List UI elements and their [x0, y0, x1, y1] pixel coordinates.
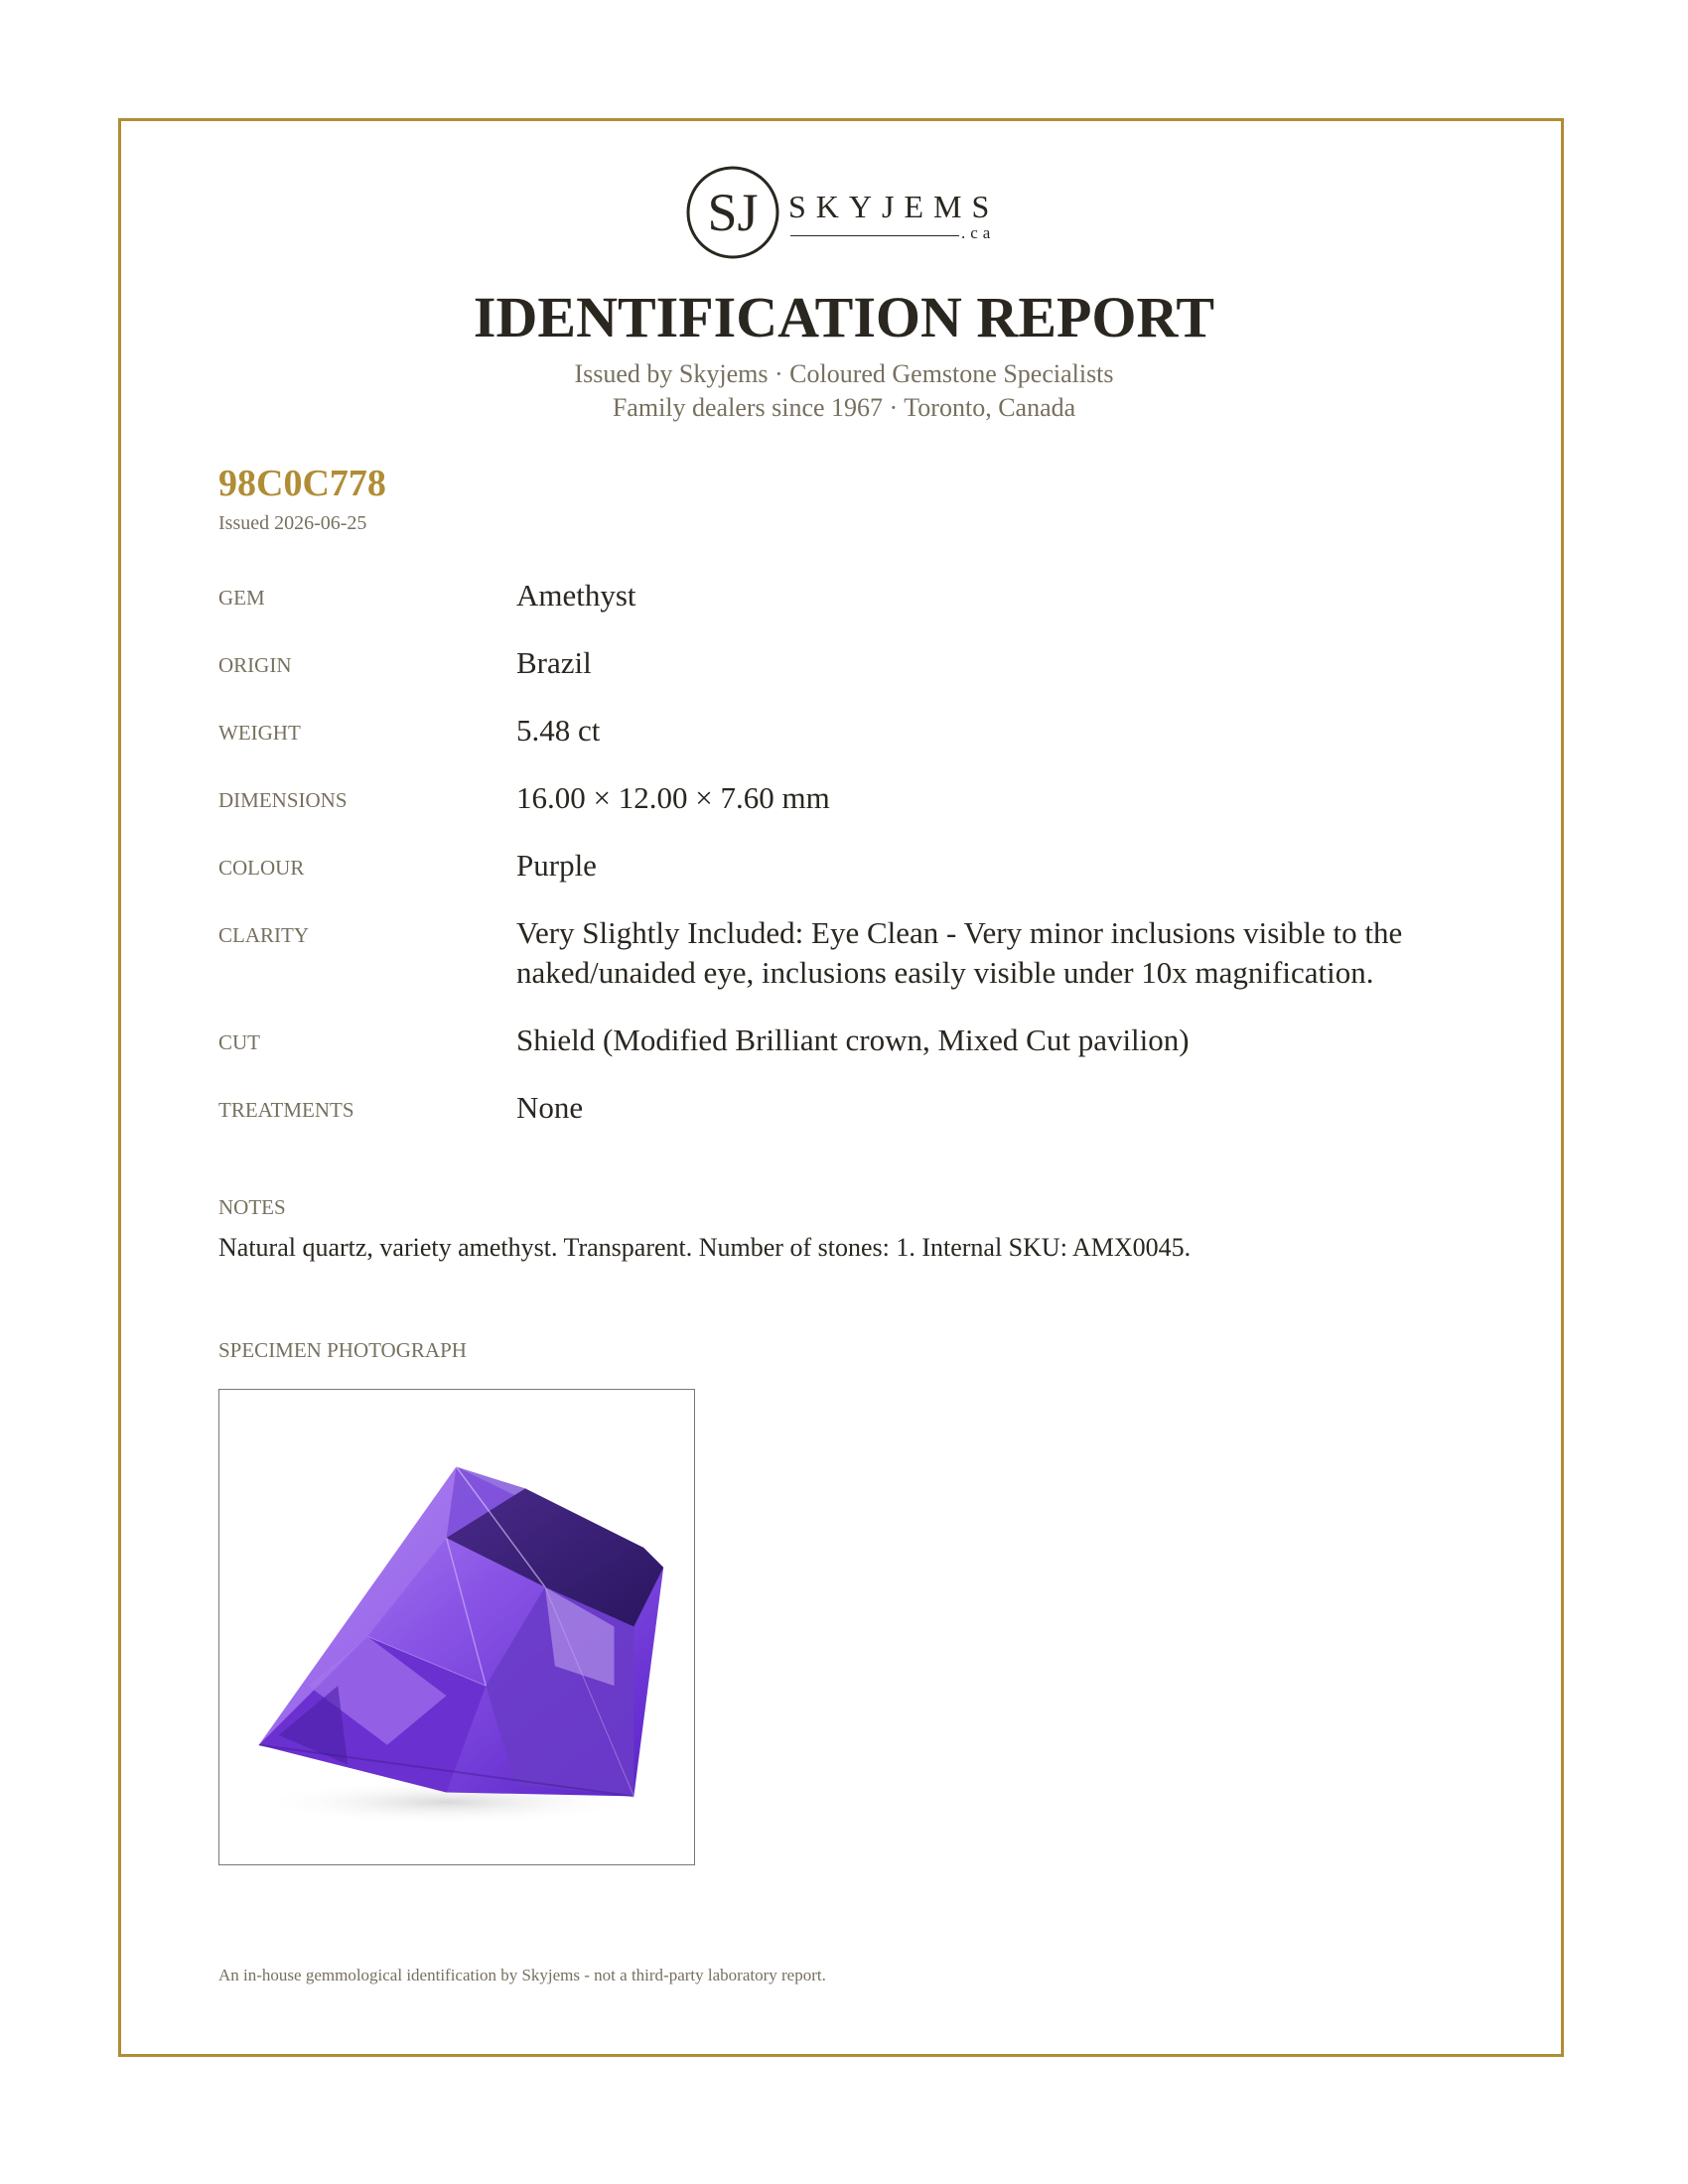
notes-label: NOTES [218, 1195, 286, 1219]
report-number: 98C0C778 [218, 463, 386, 504]
photo-label: SPECIMEN PHOTOGRAPH [218, 1338, 467, 1362]
amethyst-gem-image [219, 1390, 693, 1863]
issue-date: Issued 2026-06-25 [218, 512, 367, 534]
field-value-treatments: None [516, 1090, 584, 1125]
specimen-photo [218, 1389, 695, 1865]
field-label-gem: GEM [218, 586, 265, 610]
field-label-treatments: TREATMENTS [218, 1098, 354, 1122]
field-value-cut: Shield (Modified Brilliant crown, Mixed Cut pavilion) [516, 1023, 1190, 1057]
field-value-weight: 5.48 ct [516, 713, 601, 748]
field-value-clarity: Very Slightly Included: Eye Clean - Very minor inclusions visible to the naked/unaided eye, inclusions easily visible under 10x magnification. [516, 915, 1403, 990]
field-value-origin: Brazil [516, 645, 592, 680]
field-label-cut: CUT [218, 1030, 260, 1054]
svg-text:SJ: SJ [707, 183, 759, 242]
field-value-colour: Purple [516, 848, 597, 883]
field-label-clarity: CLARITY [218, 923, 309, 947]
field-label-origin: ORIGIN [218, 653, 292, 677]
dealer-line: Family dealers since 1967 · Toronto, Canada [612, 393, 1076, 422]
logo-suffix: .ca [961, 223, 996, 242]
field-value-dimensions: 16.00 × 12.00 × 7.60 mm [516, 780, 830, 815]
issuer-line: Issued by Skyjems · Coloured Gemstone Specialists [574, 359, 1114, 388]
logo-rule [790, 235, 959, 236]
field-label-weight: WEIGHT [218, 721, 301, 745]
monogram-icon [685, 165, 780, 260]
field-label-dimensions: DIMENSIONS [218, 788, 348, 812]
field-label-colour: COLOUR [218, 856, 305, 880]
logo-wordmark: SKYJEMS [788, 189, 1000, 224]
disclaimer-footer: An in-house gemmological identification by Skyjems - not a third-party laboratory report. [218, 1966, 826, 1984]
field-value-gem: Amethyst [516, 578, 636, 613]
notes-text: Natural quartz, variety amethyst. Transparent. Number of stones: 1. Internal SKU: AMX0045. [218, 1233, 1192, 1262]
report-title: IDENTIFICATION REPORT [473, 285, 1215, 349]
